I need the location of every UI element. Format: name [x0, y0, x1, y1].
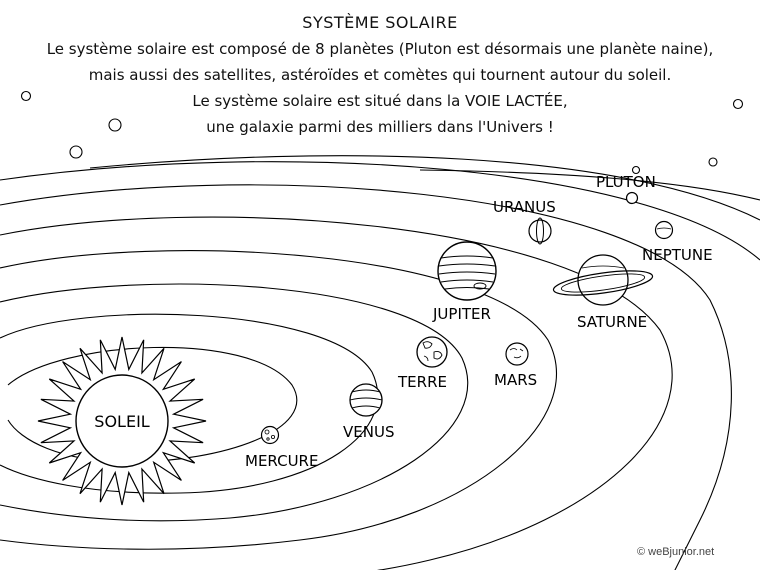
planet-mercure	[245, 427, 318, 471]
orbit-pluton	[420, 170, 760, 200]
label-pluton: PLUTON	[596, 173, 656, 191]
planet-terre	[397, 337, 447, 391]
label-uranus: URANUS	[493, 198, 556, 216]
neptune-body	[656, 222, 673, 239]
planet-pluton	[596, 173, 656, 204]
planet-jupiter	[432, 242, 496, 323]
planet-venus	[343, 384, 394, 441]
intro-line-3: Le système solaire est situé dans la VOIE LACTÉE,	[192, 92, 568, 110]
planet-mars	[494, 343, 537, 389]
mars-body	[506, 343, 528, 365]
planet-saturne	[552, 255, 654, 331]
label-jupiter: JUPITER	[433, 305, 491, 323]
star	[709, 158, 717, 166]
label-venus: VENUS	[343, 423, 395, 441]
credit-text: © weBjunior.net	[637, 546, 715, 558]
saturne-body	[578, 255, 628, 305]
star	[70, 146, 82, 158]
pluton-body	[627, 193, 638, 204]
orbit-neptune	[90, 156, 760, 220]
intro-line-1: Le système solaire est composé de 8 planètes (Pluton est désormais une planète naine),	[46, 40, 714, 58]
stars	[22, 92, 743, 174]
planet-neptune	[642, 222, 713, 265]
page-title: SYSTÈME SOLAIRE	[302, 13, 458, 32]
uranus-body	[529, 220, 551, 242]
label-mars: MARS	[494, 371, 538, 389]
venus-body	[350, 384, 382, 416]
intro-line-2: mais aussi des satellites, astéroïdes et comètes qui tournent autour du soleil.	[88, 66, 672, 84]
star	[109, 119, 121, 131]
sun	[38, 337, 206, 505]
planet-uranus	[493, 198, 556, 244]
terre-body	[417, 337, 447, 367]
sun-label: SOLEIL	[94, 412, 150, 431]
label-neptune: NEPTUNE	[642, 246, 713, 264]
jupiter-body	[438, 242, 496, 300]
orbit-lines	[0, 156, 760, 570]
label-saturne: SATURNE	[577, 313, 648, 331]
star	[734, 100, 743, 109]
label-mercure: MERCURE	[245, 452, 319, 470]
mercure-body	[262, 427, 279, 444]
star	[22, 92, 31, 101]
label-terre: TERRE	[398, 373, 447, 391]
intro-line-4: une galaxie parmi des milliers dans l'Univers !	[206, 118, 554, 136]
